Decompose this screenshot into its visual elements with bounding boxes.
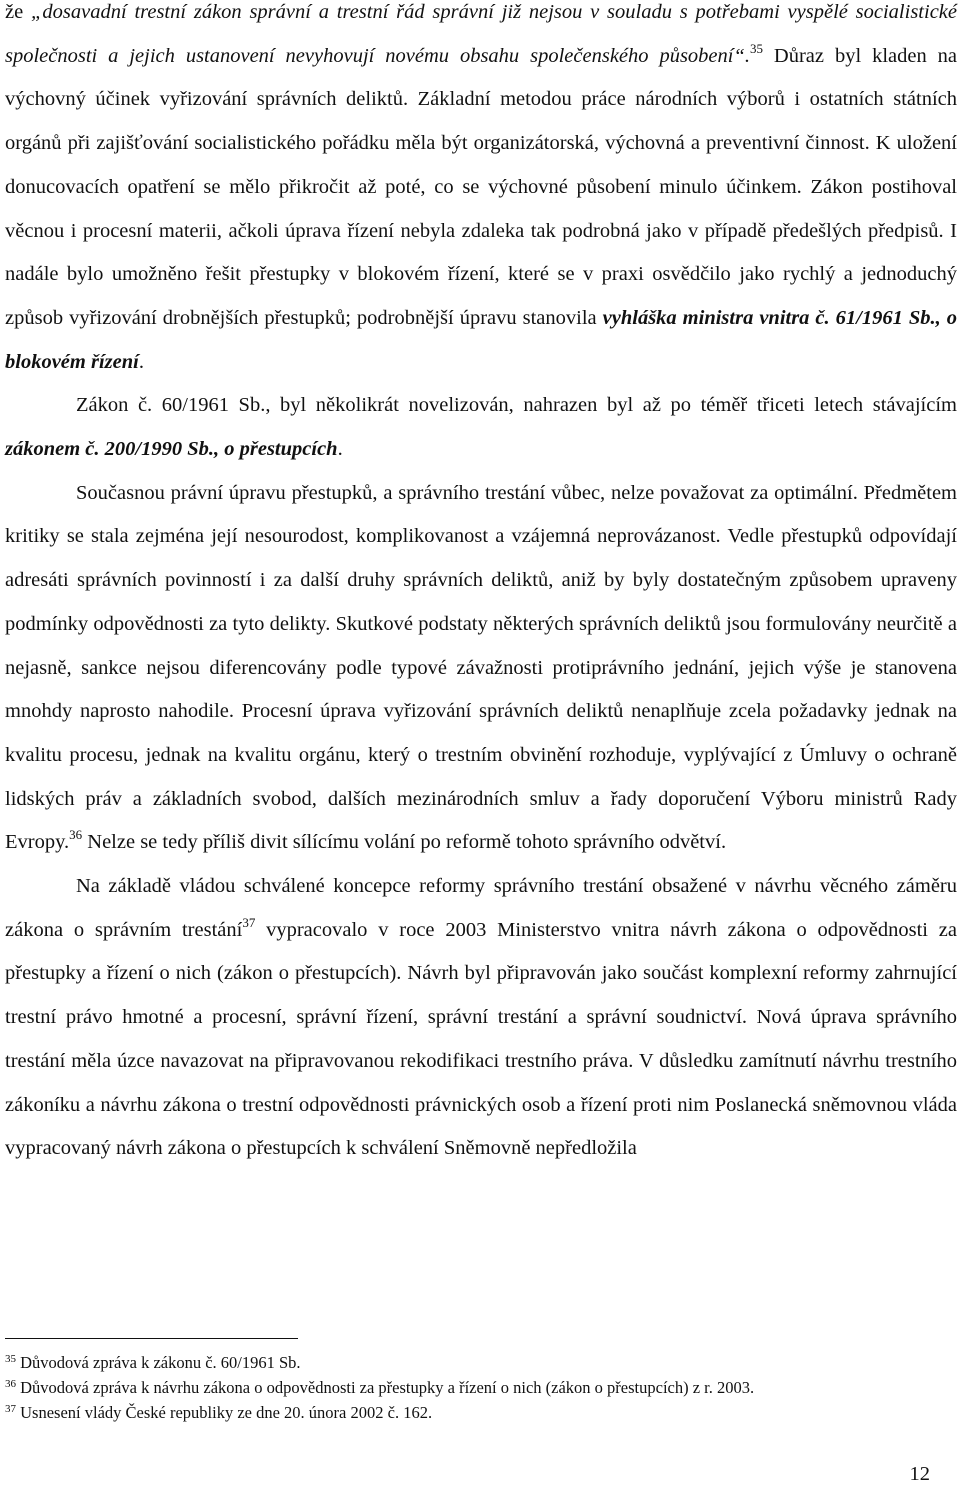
- footnote-reference: 35: [750, 40, 763, 56]
- footnote-text: Důvodová zpráva k zákonu č. 60/1961 Sb.: [20, 1353, 301, 1372]
- footnote-separator: [5, 1338, 298, 1339]
- footnote-text: Usnesení vlády České republiky ze dne 20. února 2002 č. 162.: [20, 1403, 433, 1422]
- text-run: Na základě vládou schválené koncepce reformy správního trestání obsažené v návrhu věcného záměru zákona o správním trestání: [5, 875, 957, 941]
- footnote-reference: 36: [69, 827, 83, 843]
- footnote-number: 37: [5, 1403, 16, 1415]
- paragraph: [5, 0, 957, 384]
- footnote-reference: 37: [242, 914, 256, 930]
- paragraph: [5, 472, 957, 865]
- footnote-text: Důvodová zpráva k návrhu zákona o odpovědnosti za přestupky a řízení o nich (zákon o přestupcích) z r. 2003.: [20, 1378, 755, 1397]
- text-run: Současnou právní úpravu přestupků, a správního trestání vůbec, nelze považovat za optimální. Předmětem kritiky se stala zejména její nesourodost, komplikovanost a vzájemná neprovázanost. Vedle přestupků odpovídají adresáti správních povinností i za další druhy správních deliktů, aniž by byly dostatečným způsobem upraveny podmínky odpovědnosti za tyto delikty. Skutkové podstaty některých správních deliktů jsou formulovány neurčitě a nejasně, sankce nejsou diferencovány podle typové závažnosti protiprávního jednání, jejich výše je stanovena mnohdy naprosto nahodile. Procesní úprava vyřizování správních deliktů nenaplňuje zcela požadavky jednak na kvalitu procesu, jednak na kvalitu orgánu, který o trestním obvinění rozhoduje, vyplývající z Úmluvy o ochraně lidských práv a základních svobod, dalších mezinárodních smluv a řady doporučení Výboru ministrů Rady Evropy.: [5, 481, 957, 854]
- text-run: .: [337, 438, 343, 461]
- paragraph: [5, 384, 957, 471]
- footnotes: [5, 1350, 957, 1425]
- page-number: 12: [909, 1463, 930, 1485]
- text-run: vypracovalo v roce 2003 Ministerstvo vnitra návrh zákona o odpovědnosti za přestupky a řízení o nich (zákon o přestupcích). Návrh byl připravován jako součást komplexní reformy zahrnující trestní právo hmotné a procesní, správní řízení, správní trestání a správní soudnictví. Nová úprava správního trestání měla úzce navazovat na připravovanou rekodifikaci trestního práva. V důsledku zamítnutí návrhu trestního zákoníku a návrhu zákona o trestní odpovědnosti právnických osob a řízení proti nim Poslanecká sněmovnou vláda vypracovaný návrh zákona o přestupcích k schválení Sněmovně nepředložila: [5, 918, 957, 1160]
- footnote-number: 36: [5, 1378, 16, 1390]
- text-run: Důraz byl kladen na výchovný účinek vyřizování správních deliktů. Základní metodou práce národních výborů i ostatních státních orgánů při zajišťování socialistického pořádku měla být organizátorská, výchovná a preventivní činnost. K uložení donucovacích opatření se mělo přikročit až poté, co se výchovné působení minulo účinkem. Zákon postihoval věcnou i procesní materii, ačkoli úprava řízení nebyla zdaleka tak podrobná jako v případě předešlých předpisů. I nadále bylo umožněno řešit přestupky v blokovém řízení, které se v praxi osvědčilo jako rychlý a jednoduchý způsob vyřizování drobnějších přestupků; podrobnější úpravu stanovila: [5, 44, 957, 329]
- text-run: .: [138, 350, 144, 373]
- body-text: [5, 0, 957, 1171]
- footnote: [5, 1350, 957, 1375]
- text-run: že: [5, 1, 31, 23]
- quotation: „dosavadní trestní zákon správní a trestní řád správní již nejsou v souladu s potřebami vyspělé socialistické společnosti a jejich ustanovení nevyhovují novému obsahu společenského působení“.: [5, 1, 957, 67]
- paragraph: [5, 865, 957, 1171]
- text-run: Nelze se tedy příliš divit sílícímu volání po reformě tohoto správního odvětví.: [82, 831, 727, 854]
- footnote: [5, 1400, 957, 1425]
- legal-citation: vyhláška ministra vnitra č. 61/1961 Sb., o blokovém řízení: [5, 306, 957, 373]
- text-run: Zákon č. 60/1961 Sb., byl několikrát novelizován, nahrazen byl až po téměř třiceti letech stávajícím: [76, 394, 957, 417]
- legal-citation: zákonem č. 200/1990 Sb., o přestupcích: [5, 438, 338, 461]
- footnote: [5, 1375, 957, 1400]
- footnote-number: 35: [5, 1353, 16, 1365]
